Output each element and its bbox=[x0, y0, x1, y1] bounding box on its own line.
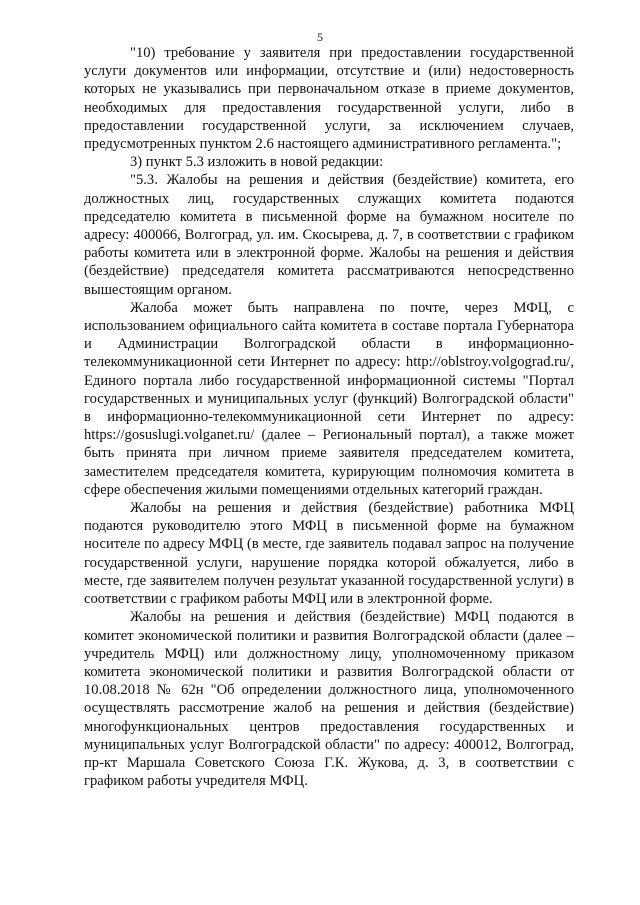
paragraph-mfc-employee-complaints: Жалобы на решения и действия (бездействие) работника МФЦ подаются руководителю этого МФЦ в письменной форме на бумажном носителе по адресу МФЦ (в месте, где заявитель подавал запрос на получение государственной услуги, нарушение порядка которой обжалуется, либо в месте, где заявителем получен результат указанной государственной услуги) в соответствии с графиком работы МФЦ или в электронной форме. bbox=[84, 500, 574, 608]
paragraph-clause-3: 3) пункт 5.3 изложить в новой редакции: bbox=[130, 154, 384, 171]
paragraph-item-10: "10) требование у заявителя при предоставлении государственной услуги документов или информации, отсутствие и (или) недостоверность которых не указывались при первоначальном отказе в приеме документов, необходимых для предоставления государственной услуги, либо в предоставлении государственной услуги, за исключением случаев, предусмотренных пунктом 2.6 настоящего административного регламента."; bbox=[84, 45, 574, 153]
paragraph-mfc-complaints: Жалобы на решения и действия (бездействие) МФЦ подаются в комитет экономической политики и развития Волгоградской области (далее – учредитель МФЦ) или должностному лицу, уполномоченному приказом комитета экономической политики и развития Волгоградской области от 10.08.2018 № 62н "Об определении должностного лица, уполномоченного осуществлять рассмотрение жалоб на решения и действия (бездействие) многофункциональных центров предоставления государственных и муниципальных услуг Волгоградской области" по адресу: 400012, Волгоград, пр-кт Маршала Советского Союза Г.К. Жукова, д. 3, в соответствии с графиком работы учредителя МФЦ. bbox=[84, 609, 574, 790]
paragraph-section-5-3: "5.3. Жалобы на решения и действия (бездействие) комитета, его должностных лиц, государственных служащих комитета подаются председателю комитета в письменной форме на бумажном носителе по адресу: 400066, Волгоград, ул. им. Скосырева, д. 7, в соответствии с графиком работы комитета или в электронной форме. Жалобы на решения и действия (бездействие) председателя комитета рассматриваются непосредственно вышестоящим органом. bbox=[84, 172, 574, 298]
page-number: 5 bbox=[317, 30, 323, 44]
document-body bbox=[84, 44, 574, 790]
paragraph-complaint-channels: Жалоба может быть направлена по почте, через МФЦ, с использованием официального сайта комитета в составе портала Губернатора и Администрации Волгоградской области в информационно-телекоммуникационной сети Интернет по адресу: http://oblstroy.volgograd.ru/, Единого портала либо государственной информационной системы "Портал государственных и муниципальных услуг (функций) Волгоградской области" в информационно-телекоммуникационной сети Интернет по адресу: https://gosuslugi.volganet.ru/ (далее – Региональный портал), а также может быть принята при личном приеме заявителя председателем комитета, заместителем председателя комитета, курирующим полномочия комитета в сфере обеспечения жилыми помещениями отдельных категорий граждан. bbox=[84, 299, 574, 498]
